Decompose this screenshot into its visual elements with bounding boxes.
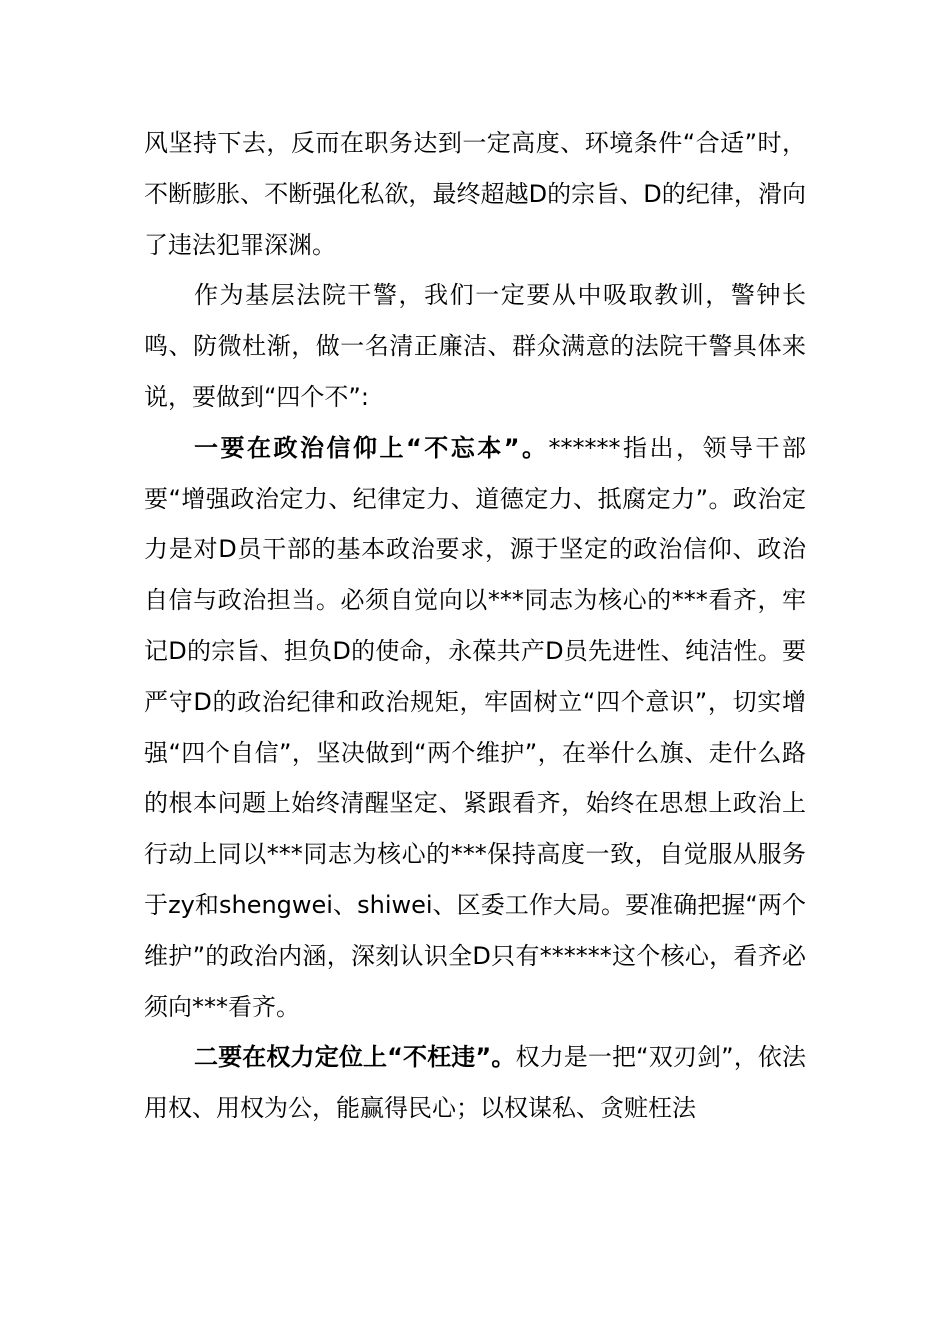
paragraph-3-text: ******指出，领导干部要“增强政治定力、纪律定力、道德定力、抵腐定力”。政治定力是对D员干部的基本政治要求，源于坚定的政治信仰、政治自信与政治担当。必须自觉向以***同志为核心的***看齐，牢记D的宗旨、担负D的使命，永葆共产D员先进性、纯洁性。要严守D的政治纪律和政治规矩，牢固树立“四个意识”，切实增强“四个自信”，坚决做到“两个维护”，在举什么旗、走什么路的根本问题上始终清醒坚定、紧跟看齐，始终在思想上政治上行动上同以***同志为核心的***保持高度一致，自觉服从服务于zy和shengwei、shiwei、区委工作大局。要准确把握“两个维护”的政治内涵，深刻认识全D只有******这个核心，看齐必须向***看齐。 (144, 433, 806, 1021)
paragraph-2 (144, 270, 806, 422)
paragraph-1 (144, 118, 806, 270)
paragraph-2-text: 作为基层法院干警，我们一定要从中吸取教训，警钟长鸣、防微杜渐，做一名清正廉洁、群众满意的法院干警具体来说，要做到“四个不”: (144, 281, 806, 411)
paragraph-4 (144, 1032, 806, 1134)
paragraph-3 (144, 423, 806, 1033)
paragraph-4-text: 权力是一把“双刃剑”，依法用权、用权为公，能赢得民心；以权谋私、贪赃枉法 (144, 1043, 807, 1123)
paragraph-1-text: 风坚持下去，反而在职务达到一定高度、环境条件“合适”时，不断膨胀、不断强化私欲，最终超越D的宗旨、D的纪律，滑向了违法犯罪深渊。 (144, 129, 806, 259)
document-body (144, 118, 806, 1134)
paragraph-3-heading: 一要在政治信仰上“不忘本”。 (194, 433, 549, 462)
paragraph-4-heading: 二要在权力定位上“不枉违”。 (194, 1043, 516, 1072)
